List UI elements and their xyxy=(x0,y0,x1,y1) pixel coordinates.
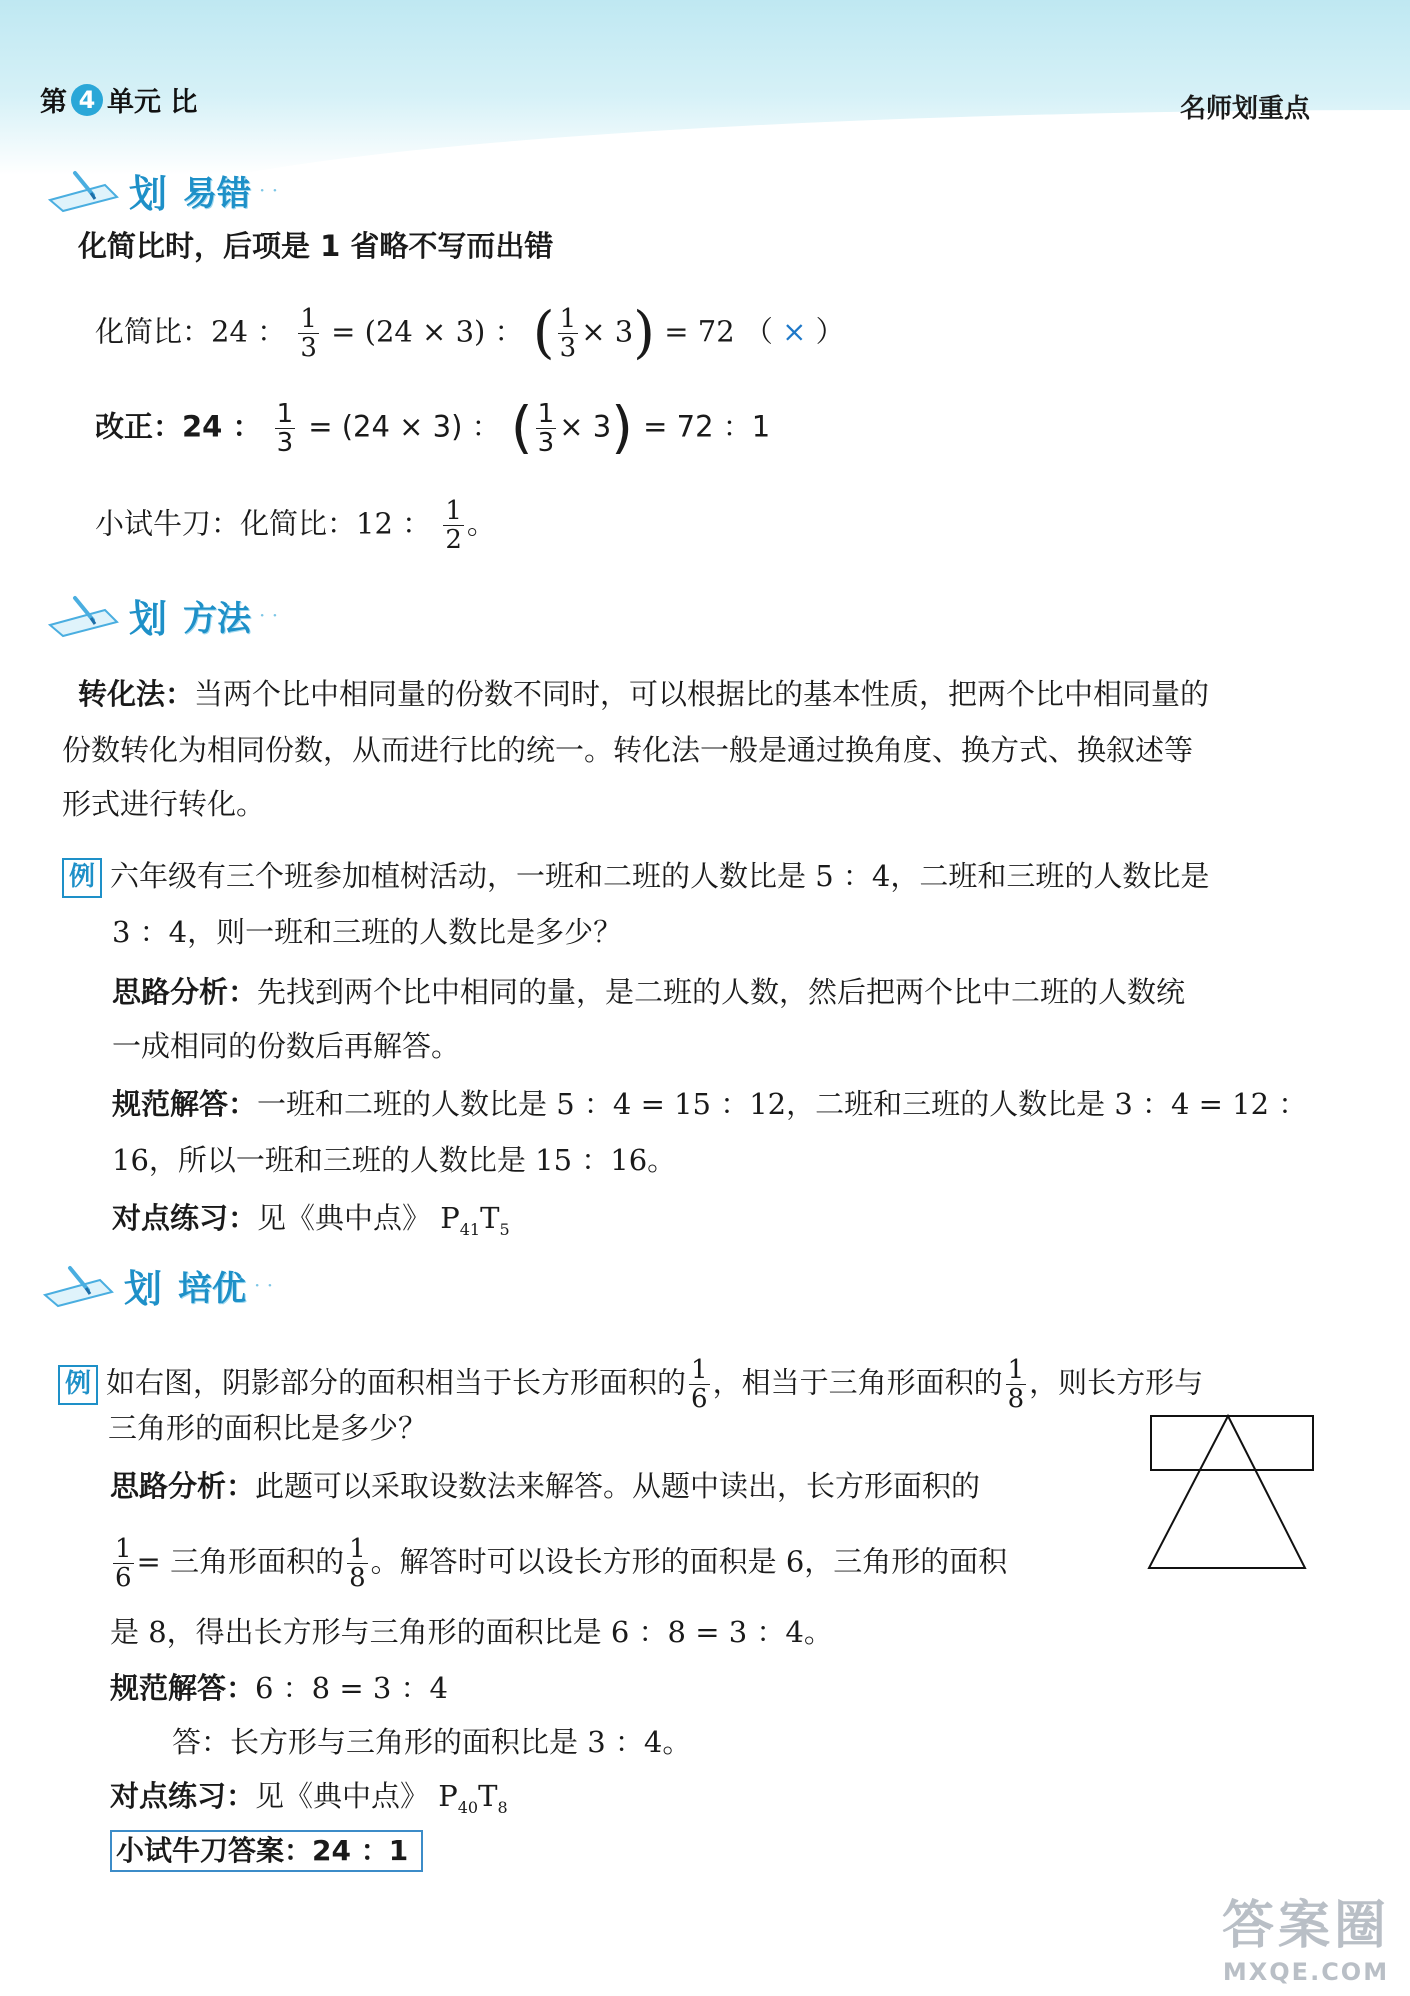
analysis-title: 思路分析： xyxy=(112,975,258,1009)
example2-practice: 对点练习：见《典中点》 $P_{40}T_8$ xyxy=(110,1779,508,1817)
dot-decoration: · · xyxy=(259,603,279,627)
header-right-title: 名师划重点 xyxy=(1179,94,1310,124)
unit-prefix: 第 xyxy=(40,87,67,118)
example1-practice: 对点练习：见《典中点》 $P_{41}T_5$ xyxy=(112,1201,510,1239)
example-badge: 例 xyxy=(58,1365,98,1405)
example1-analysis-line-1: 思路分析：先找到两个比中相同的量，是二班的人数，然后把两个比中二班的人数统 xyxy=(112,975,1186,1009)
example1-line-1: 例 六年级有三个班参加植树活动，一班和二班的人数比是 5 ：4，二班和三班的人数比是 xyxy=(62,856,1209,898)
solution-title: 规范解答： xyxy=(112,1087,258,1121)
watermark-logo: 答案圈 MXQE.COM xyxy=(1221,1896,1390,1986)
hua-char: 划 xyxy=(124,1266,163,1311)
hua-char: 划 xyxy=(129,171,168,216)
fraction-one-eighth: $\frac{1}{8}$ xyxy=(1007,1355,1025,1414)
method-title: 转化法： xyxy=(78,677,195,711)
example1-solution-line-2: 16，所以一班和三班的人数比是 15 ：16。 xyxy=(112,1143,677,1177)
fraction-one-third: $\frac{1}{3}$ xyxy=(300,304,317,363)
unit-label xyxy=(40,80,197,119)
fix-label: 改正：24 ： xyxy=(95,409,262,444)
analysis-title: 思路分析： xyxy=(110,1469,256,1503)
try-it-answer-box: 小试牛刀答案：24 ：1 xyxy=(110,1830,423,1872)
fraction-one-sixth: $\frac{1}{6}$ xyxy=(691,1355,708,1414)
example2-solution: 规范解答：6 ：8 = 3 ：4 xyxy=(110,1671,448,1705)
fraction-one-third: $\frac{1}{3}$ xyxy=(559,304,577,363)
method-line-1: 转化法：当两个比中相同量的份数不同时，可以根据比的基本性质，把两个比中相同量的 xyxy=(78,677,1210,711)
wrong-result: = 72 （ xyxy=(664,314,773,349)
solution-title: 规范解答： xyxy=(110,1671,256,1705)
try-it-question: 小试牛刀：化简比：12 ： $\frac{1}{2}$ 。 xyxy=(95,496,496,555)
fraction-one-half: $\frac{1}{2}$ xyxy=(445,496,462,555)
unit-suffix: 单元 比 xyxy=(107,87,198,118)
wrong-mid: = (24 × 3) ： xyxy=(331,314,524,349)
section-name: 方法 xyxy=(183,598,252,639)
section-name: 易错 xyxy=(183,173,252,214)
rectangle-triangle-figure xyxy=(1145,1412,1317,1574)
example1-solution-line-1: 规范解答：一班和二班的人数比是 5 ：4 = 15 ：12，二班和三班的人数比是 3 ：4 = 12 ： xyxy=(112,1087,1308,1121)
pen-paper-icon xyxy=(45,165,125,215)
example2-analysis-line-1: 思路分析：此题可以采取设数法来解答。从题中读出，长方形面积的 xyxy=(110,1469,981,1503)
header-curve xyxy=(120,110,1410,230)
dot-decoration: · · xyxy=(259,178,279,202)
wrong-equation: 化简比：24 ： $\frac{1}{3}$ = (24 × 3) ： ( $\frac{1}{3}$ × 3) = 72 （ × ） xyxy=(95,300,845,366)
fix-result: = 72 ：1 xyxy=(643,409,771,444)
section-heading-advanced xyxy=(40,1255,273,1315)
mistake-lead: 化简比时，后项是 1 省略不写而出错 xyxy=(78,229,554,263)
example2-line-2: 三角形的面积比是多少？ xyxy=(108,1411,428,1445)
example2-line-1: 例 如右图，阴影部分的面积相当于长方形面积的 $\frac{1}{6}$ ，相当于三角形面积的 $\frac{1}{8}$ ，则长方形与 xyxy=(58,1356,1203,1413)
fraction-one-eighth: $\frac{1}{8}$ xyxy=(349,1534,366,1593)
example1-analysis-line-2: 一成相同的份数后再解答。 xyxy=(112,1029,461,1063)
wrong-mark-icon: × xyxy=(782,314,807,349)
practice-title: 对点练习： xyxy=(110,1779,256,1813)
method-line-3: 形式进行转化。 xyxy=(62,787,266,821)
example-badge: 例 xyxy=(62,858,102,898)
section-heading-methods xyxy=(45,585,278,645)
pen-paper-icon xyxy=(45,590,125,640)
section-heading-mistakes xyxy=(45,160,278,220)
section-name: 培优 xyxy=(178,1268,247,1309)
hua-char: 划 xyxy=(129,596,168,641)
dot-decoration: · · xyxy=(254,1273,274,1297)
pen-paper-icon xyxy=(40,1260,120,1310)
try-label: 小试牛刀：化简比：12 ： xyxy=(95,506,432,541)
fraction-one-third: $\frac{1}{3}$ xyxy=(537,399,555,458)
practice-title: 对点练习： xyxy=(112,1201,258,1235)
method-line-2: 份数转化为相同份数，从而进行比的统一。转化法一般是通过换角度、换方式、换叙述等 xyxy=(62,733,1194,767)
fixed-equation: 改正：24 ： $\frac{1}{3}$ = (24 × 3) ： ( $\frac{1}{3}$ × 3) = 72 ：1 xyxy=(95,395,771,461)
fraction-one-sixth: $\frac{1}{6}$ xyxy=(115,1534,132,1593)
fraction-one-third: $\frac{1}{3}$ xyxy=(276,399,294,458)
wrong-label: 化简比：24 ： xyxy=(95,314,287,349)
example2-answer: 答：长方形与三角形的面积比是 3 ：4。 xyxy=(172,1725,692,1759)
example1-line-2: 3 ：4，则一班和三班的人数比是多少？ xyxy=(112,915,623,949)
example2-analysis-line-2: $\frac{1}{6}$ = 三角形面积的 $\frac{1}{8}$ 。解答时可以设长方形的面积是 6，三角形的面积 xyxy=(115,1534,1008,1593)
example2-analysis-line-3: 是 8，得出长方形与三角形的面积比是 6 ：8 = 3 ：4。 xyxy=(110,1615,833,1649)
unit-number-badge: 4 xyxy=(71,84,103,116)
